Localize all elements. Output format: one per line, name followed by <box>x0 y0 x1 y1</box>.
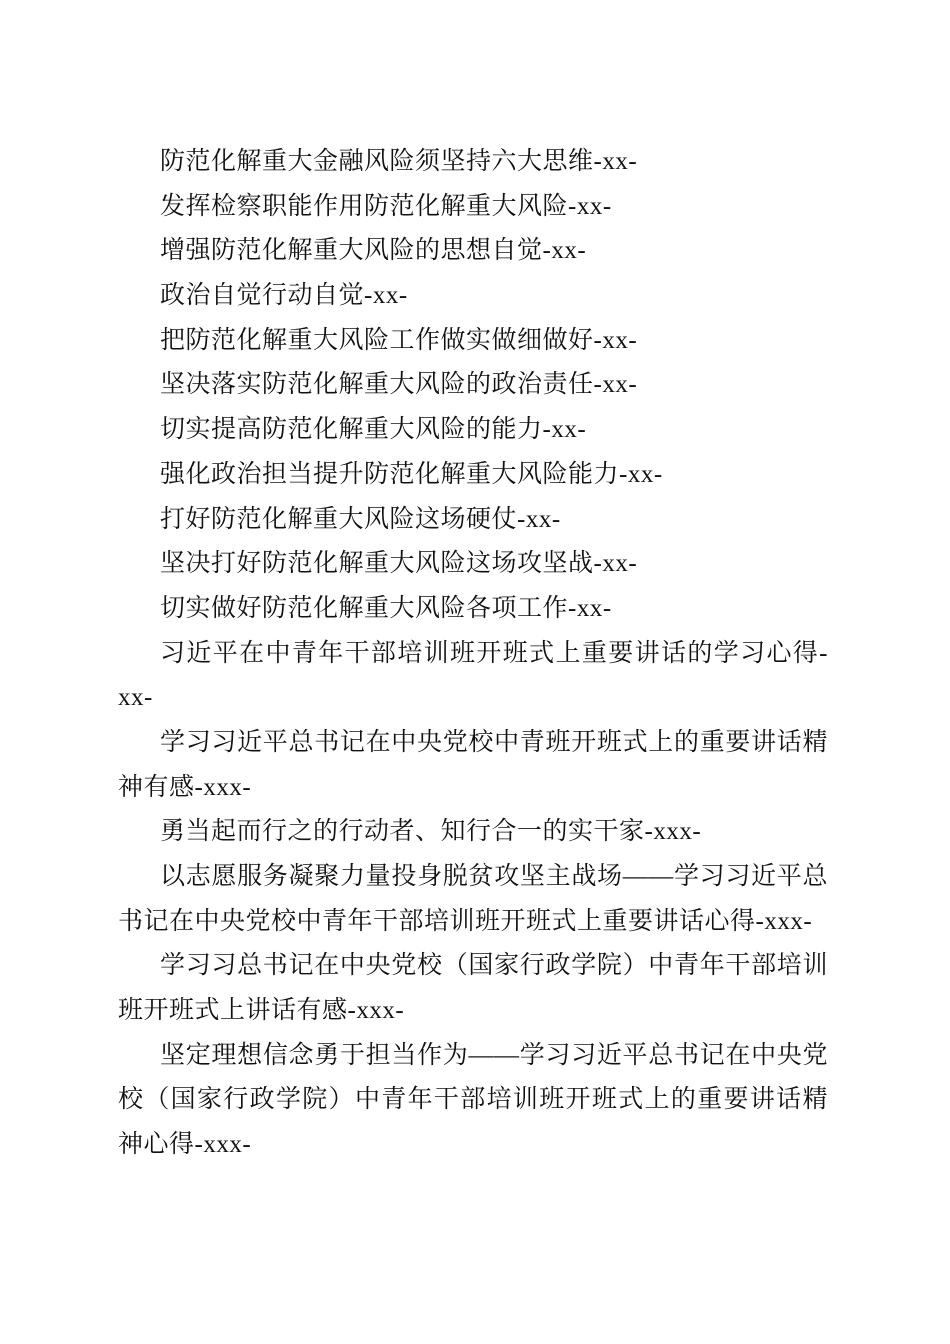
list-item <box>118 408 828 453</box>
list-item <box>118 1034 828 1168</box>
list-item-text-continued: xx- <box>118 684 153 712</box>
list-item-text: 坚决落实防范化解重大风险的政治责任-xx- <box>160 371 638 399</box>
list-item <box>118 453 828 498</box>
list-item-text: 强化政治担当提升防范化解重大风险能力-xx- <box>160 460 663 488</box>
list-item <box>118 587 828 632</box>
list-item-text-continued: 班开班式上讲话有感-xxx- <box>118 997 405 1025</box>
list-item-text-continued: 神心得-xxx- <box>118 1131 252 1159</box>
list-item-text: 打好防范化解重大风险这场硬仗-xx- <box>160 505 561 533</box>
list-item <box>118 185 828 230</box>
list-item <box>118 274 828 319</box>
list-item <box>118 855 828 944</box>
list-item-text: 防范化解重大金融风险须坚持六大思维-xx- <box>160 148 638 175</box>
list-item-text: 把防范化解重大风险工作做实做细做好-xx- <box>160 326 638 354</box>
list-item <box>118 542 828 587</box>
list-item-text: 坚决打好防范化解重大风险这场攻坚战-xx- <box>160 550 638 578</box>
list-item <box>118 632 828 721</box>
list-item-text: 增强防范化解重大风险的思想自觉-xx- <box>160 237 587 265</box>
list-item <box>118 363 828 408</box>
list-item-text: 发挥检察职能作用防范化解重大风险-xx- <box>160 192 612 220</box>
list-item <box>118 810 828 855</box>
list-item-text: 坚定理想信念勇于担当作为——学习习近平总书记在中央党 <box>160 1041 828 1069</box>
list-item <box>118 498 828 543</box>
list-item-text: 以志愿服务凝聚力量投身脱贫攻坚主战场——学习习近平总 <box>160 863 828 890</box>
list-item-text-continued: 书记在中央党校中青年干部培训班开班式上重要讲话心得-xxx- <box>118 907 813 935</box>
list-item-text: 切实做好防范化解重大风险各项工作-xx- <box>160 594 612 622</box>
list-item-text-continued: 校（国家行政学院）中青年干部培训班开班式上的重要讲话精 <box>118 1086 828 1114</box>
list-item <box>118 229 828 274</box>
list-item-text: 学习习近平总书记在中央党校中青班开班式上的重要讲话精 <box>160 728 828 756</box>
list-item-text: 习近平在中青年干部培训班开班式上重要讲话的学习心得- <box>160 639 828 667</box>
list-item <box>118 140 828 185</box>
list-item-text-continued: 神有感-xxx- <box>118 773 252 801</box>
list-item-text: 政治自觉行动自觉-xx- <box>160 282 408 310</box>
list-item-text: 切实提高防范化解重大风险的能力-xx- <box>160 416 587 444</box>
list-item <box>118 944 828 1033</box>
list-item <box>118 721 828 810</box>
list-item-text: 学习习总书记在中央党校（国家行政学院）中青年干部培训 <box>160 952 828 980</box>
list-item <box>118 319 828 364</box>
list-item-text: 勇当起而行之的行动者、知行合一的实干家-xxx- <box>160 818 702 846</box>
article-title-list <box>118 140 828 1168</box>
